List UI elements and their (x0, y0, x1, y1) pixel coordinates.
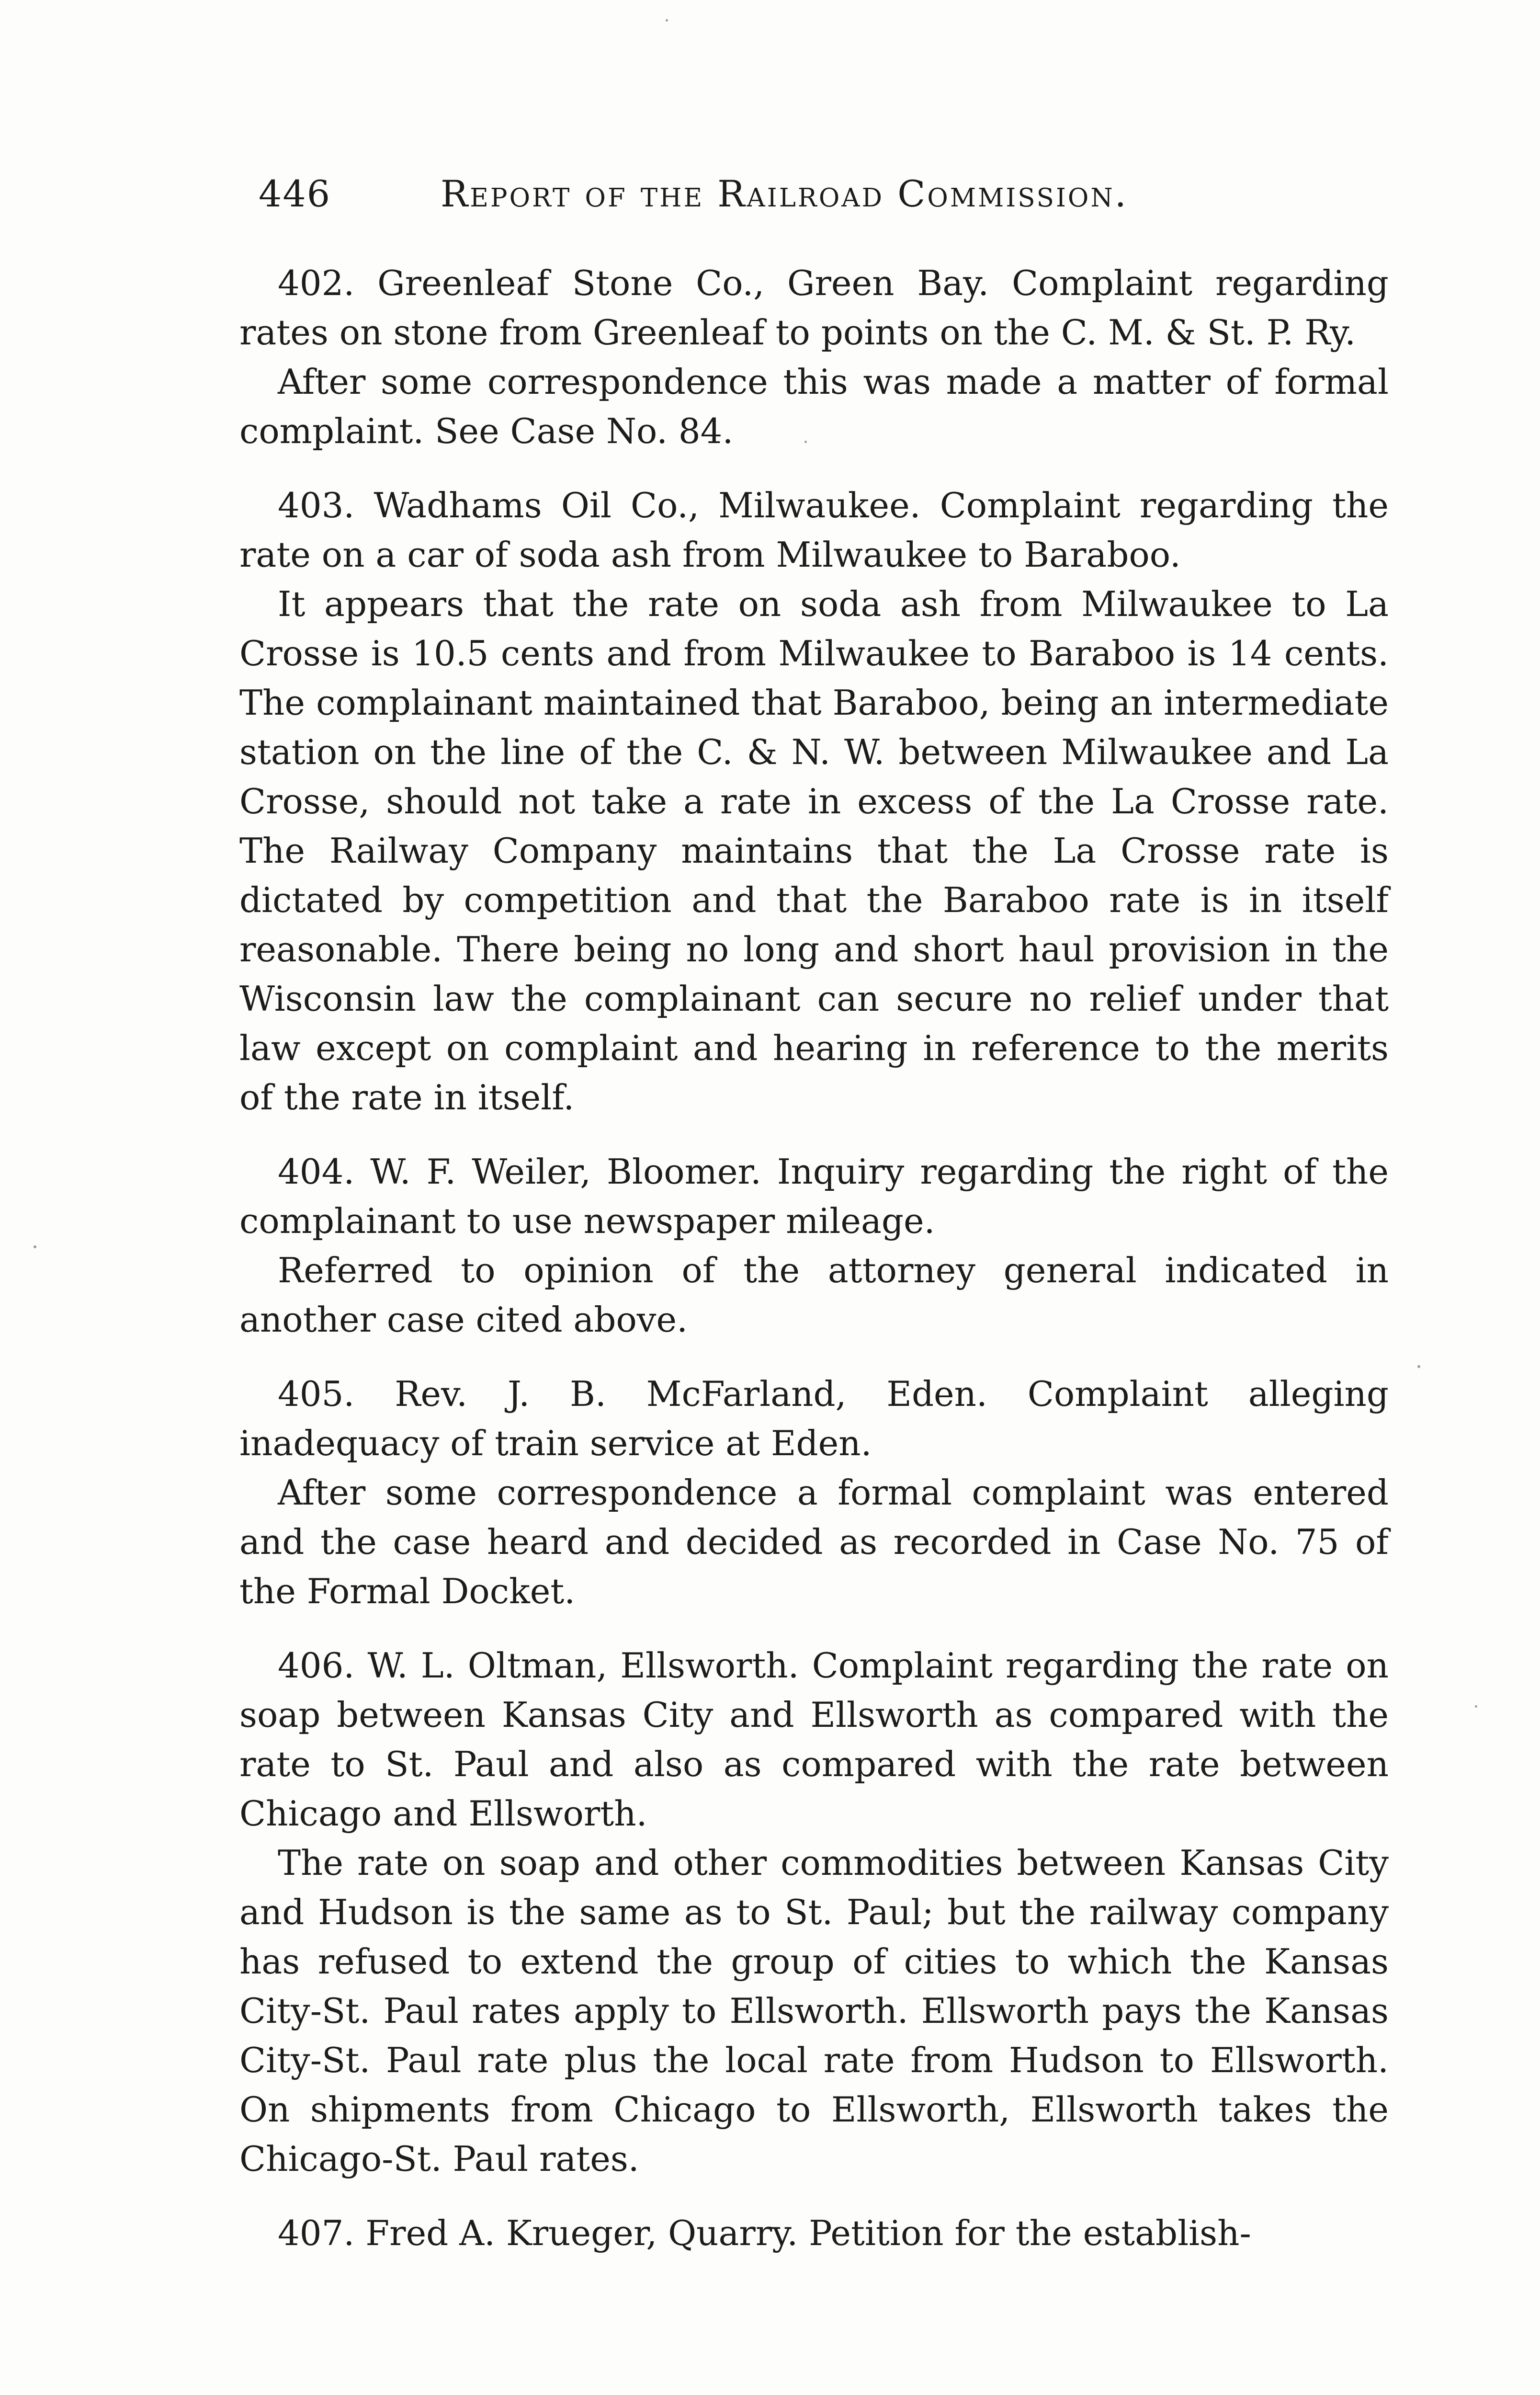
entry-paragraph: It appears that the rate on soda ash from Milwaukee to La Crosse is 10.5 cents and from Milwaukee to Baraboo is 14 cents. The complainant maintained that Baraboo, being an intermediate station on the line of the C. & N. W. between Milwaukee and La Crosse, should not take a rate in excess of the La Crosse rate. The Railway Company maintains that the La Crosse rate is dictated by competition and that the Baraboo rate is in itself reasonable. There being no long and short haul provision in the Wisconsin law the complainant can secure no relief under that law except on complaint and hearing in reference to the merits of the rate in itself. (239, 584, 1389, 1118)
entry-paragraph: The rate on soap and other commodities between Kansas City and Hudson is the same as to St. Paul; but the railway company has refused to extend the group of cities to which the Kansas City-St. Paul rates apply to Ellsworth. Ellsworth pays the Kansas City-St. Paul rate plus the local rate from Hudson to Ellsworth. On shipments from Chicago to Ellsworth, Ellsworth takes the Chicago-St. Paul rates. (239, 1843, 1389, 2179)
entry-paragraph: 402. Greenleaf Stone Co., Green Bay. Complaint regarding rates on stone from Greenleaf to points on the C. M. & St. P. Ry. (239, 263, 1389, 353)
entry-paragraph: After some correspondence a formal complaint was entered and the case heard and decided as recorded in Case No. 75 of the Formal Docket. (239, 1472, 1389, 1611)
entry-paragraph: 407. Fred A. Krueger, Quarry. Petition for the establish- (278, 2213, 1251, 2253)
running-title: Report of the Railroad Commission. (441, 172, 1128, 215)
paper-speck (1475, 1705, 1477, 1708)
entry-paragraph: 403. Wadhams Oil Co., Milwaukee. Complaint regarding the rate on a car of soda ash from Milwaukee to Baraboo. (239, 485, 1389, 575)
paper-speck (804, 441, 807, 443)
page-header (259, 172, 1408, 230)
entry-405 (239, 1369, 1389, 1616)
paper-speck (1417, 1365, 1420, 1368)
entry-404 (239, 1147, 1389, 1345)
entry-406 (239, 1641, 1389, 2184)
entry-paragraph: 405. Rev. J. B. McFarland, Eden. Complaint alleging inadequacy of train service at Eden. (239, 1374, 1389, 1463)
entry-407 (239, 2209, 1389, 2258)
entry-paragraph: 406. W. L. Oltman, Ellsworth. Complaint regarding the rate on soap between Kansas City and Ellsworth as compared with the rate to St. Paul and also as compared with the rate between Chicago and Ellsworth. (239, 1645, 1389, 1834)
entry-paragraph: After some correspondence this was made a matter of formal complaint. See Case No. 84. (239, 362, 1389, 451)
entry-402 (239, 259, 1389, 456)
entry-403 (239, 481, 1389, 1122)
page-body (239, 259, 1389, 2283)
entry-paragraph: Referred to opinion of the attorney general indicated in another case cited above. (239, 1250, 1389, 1340)
page-number: 446 (259, 172, 331, 215)
paper-speck (666, 19, 668, 22)
paper-speck (34, 1245, 36, 1248)
entry-paragraph: 404. W. F. Weiler, Bloomer. Inquiry regarding the right of the complainant to use newspaper mileage. (239, 1152, 1389, 1241)
